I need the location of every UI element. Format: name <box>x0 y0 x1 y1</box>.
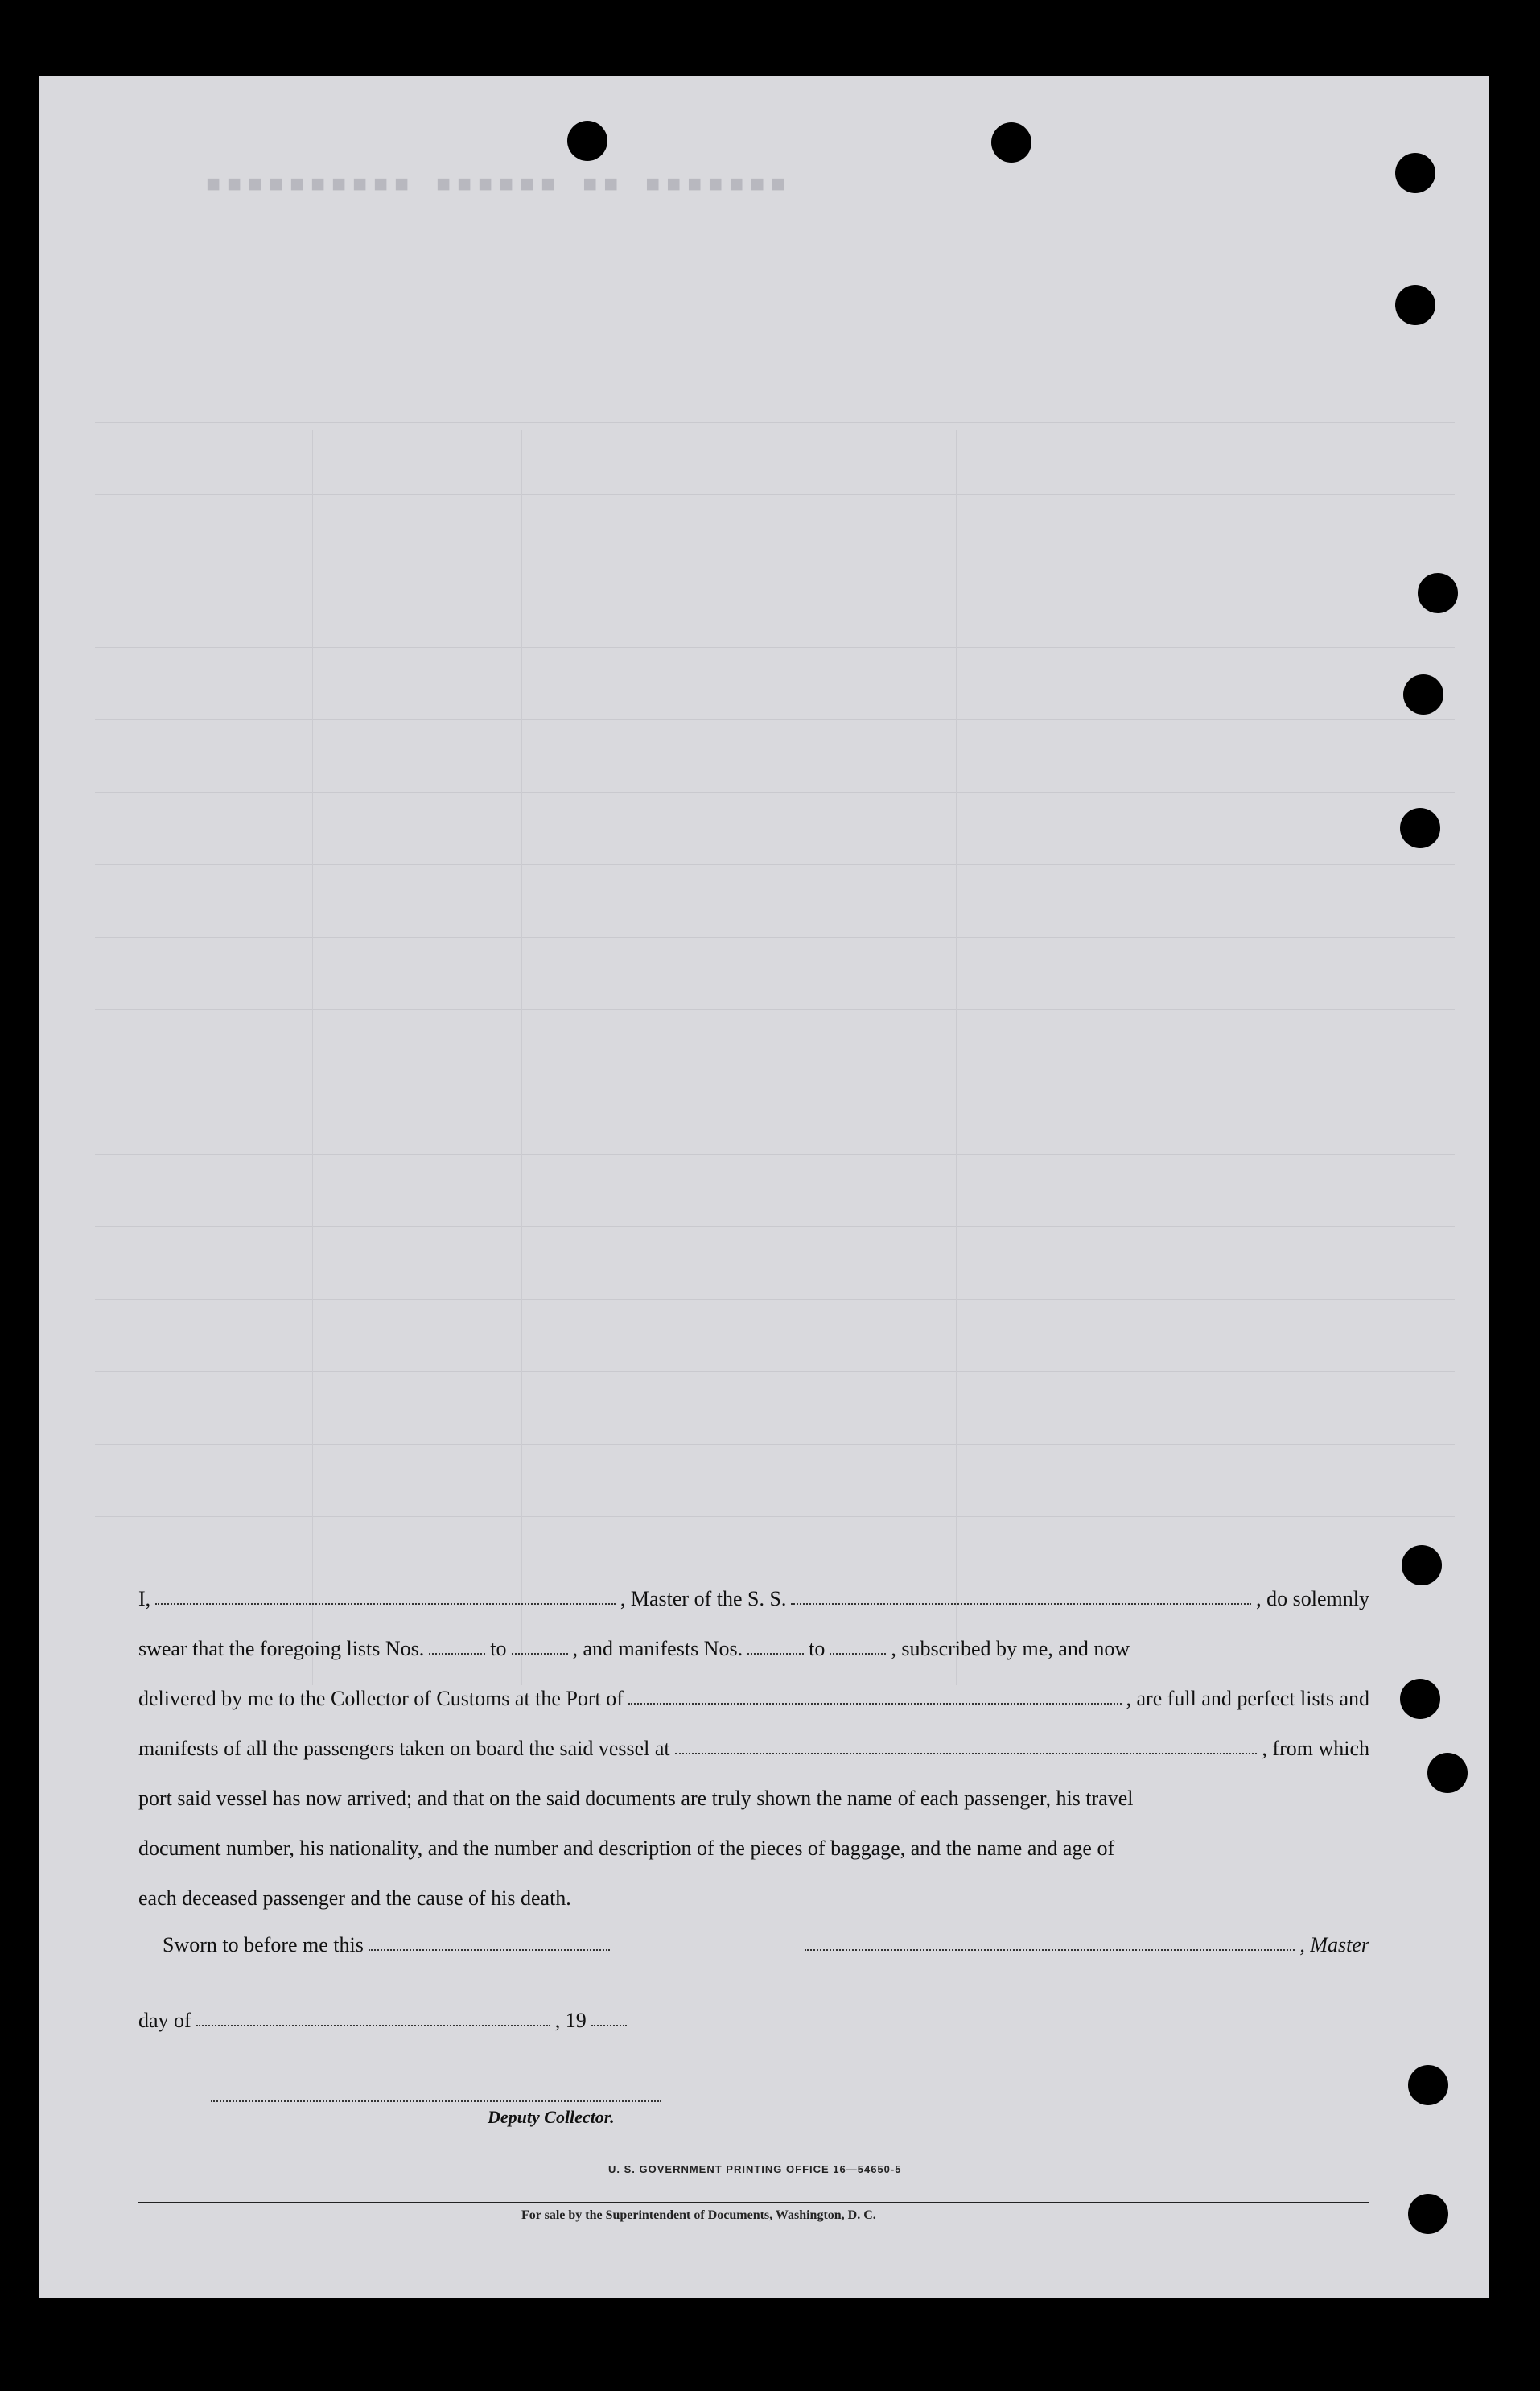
list-to-field[interactable] <box>512 1652 568 1655</box>
year-label: , 19 <box>554 2009 587 2032</box>
day-label: day of <box>138 2009 191 2032</box>
oath-line-3 <box>138 1661 1369 1711</box>
punch-hole <box>1418 573 1458 613</box>
bleed-through-rule <box>95 1444 1455 1445</box>
bleed-through-rule <box>95 1516 1455 1517</box>
punch-hole <box>1402 1545 1442 1585</box>
bleed-through-rule <box>95 1226 1455 1227</box>
deputy-collector-label: Deputy Collector. <box>488 2107 615 2127</box>
oath-text: swear that the foregoing lists Nos. <box>138 1637 425 1660</box>
bleed-through-rule <box>95 719 1455 720</box>
punch-hole <box>1408 2194 1448 2234</box>
oath-line-1 <box>138 1561 1369 1611</box>
punch-hole <box>1395 153 1435 193</box>
oath-text: to <box>809 1637 826 1660</box>
deputy-signature-field[interactable] <box>211 2100 661 2102</box>
sworn-date-field[interactable] <box>369 1948 610 1951</box>
oath-line-7 <box>138 1861 1369 1911</box>
oath-text: , subscribed by me, and now <box>891 1637 1130 1660</box>
bleed-through-rule <box>95 1299 1455 1300</box>
oath-text: , are full and perfect lists and <box>1126 1687 1369 1710</box>
oath-text: each deceased passenger and the cause of his death. <box>138 1886 571 1910</box>
list-from-field[interactable] <box>429 1652 485 1655</box>
sworn-line <box>163 1933 1369 1957</box>
oath-text: , and manifests Nos. <box>572 1637 743 1660</box>
punch-hole <box>991 122 1031 163</box>
bleed-through-heading: ■■■■■■■ ■■ ■■■■■■ ■■■■■■■■■■ <box>200 172 786 200</box>
year-field[interactable] <box>591 2024 627 2026</box>
document-page <box>39 76 1489 2298</box>
sale-notice: For sale by the Superintendent of Documents, Washington, D. C. <box>521 2208 876 2222</box>
master-signature-field[interactable] <box>805 1948 1295 1951</box>
oath-line-4 <box>138 1711 1369 1761</box>
sworn-label: Sworn to before me this <box>163 1933 364 1956</box>
bleed-through-column <box>956 430 957 1685</box>
bleed-through-rule <box>95 1371 1455 1372</box>
oath-text: , Master of the S. S. <box>620 1587 787 1610</box>
bleed-through-rule <box>95 647 1455 648</box>
bleed-through-rule <box>95 937 1455 938</box>
master-label: , Master <box>1299 1933 1369 1956</box>
oath-line-6 <box>138 1811 1369 1861</box>
footer-rule <box>138 2202 1369 2203</box>
oath-text: port said vessel has now arrived; and that on the said documents are truly shown the name of each passenger, his travel <box>138 1787 1134 1810</box>
oath-text: , do solemnly <box>1256 1587 1369 1610</box>
oath-text: , from which <box>1262 1737 1369 1760</box>
bleed-through-rule <box>95 792 1455 793</box>
day-month-field[interactable] <box>196 2024 550 2026</box>
oath-text: document number, his nationality, and the number and description of the pieces of baggage, and the name and age of <box>138 1837 1115 1860</box>
embarkation-port-field[interactable] <box>675 1752 1258 1754</box>
punch-hole <box>1400 808 1440 848</box>
bleed-through-rule <box>95 422 1455 423</box>
punch-hole <box>1395 285 1435 325</box>
master-name-field[interactable] <box>155 1602 616 1605</box>
master-oath <box>138 1561 1369 1911</box>
port-field[interactable] <box>628 1702 1122 1705</box>
oath-text: I, <box>138 1587 151 1610</box>
manifest-to-field[interactable] <box>830 1652 886 1655</box>
bleed-through-column <box>312 430 313 1685</box>
punch-hole <box>1427 1753 1468 1793</box>
manifest-from-field[interactable] <box>747 1652 804 1655</box>
bleed-through-column <box>521 430 522 1685</box>
bleed-through-rule <box>95 1009 1455 1010</box>
punch-hole <box>1408 2065 1448 2105</box>
bleed-through-rule <box>95 864 1455 865</box>
oath-text: manifests of all the passengers taken on board the said vessel at <box>138 1737 670 1760</box>
punch-hole <box>1400 1679 1440 1719</box>
oath-line-5 <box>138 1761 1369 1811</box>
oath-text: delivered by me to the Collector of Customs at the Port of <box>138 1687 624 1710</box>
ship-name-field[interactable] <box>791 1602 1251 1605</box>
oath-text: to <box>490 1637 507 1660</box>
punch-hole <box>1403 674 1443 715</box>
oath-line-2 <box>138 1611 1369 1661</box>
bleed-through-rule <box>95 1154 1455 1155</box>
day-line <box>138 2009 632 2033</box>
bleed-through-rule <box>95 494 1455 495</box>
punch-hole <box>567 121 607 161</box>
printing-office-imprint: U. S. GOVERNMENT PRINTING OFFICE 16—54650-5 <box>608 2163 902 2175</box>
